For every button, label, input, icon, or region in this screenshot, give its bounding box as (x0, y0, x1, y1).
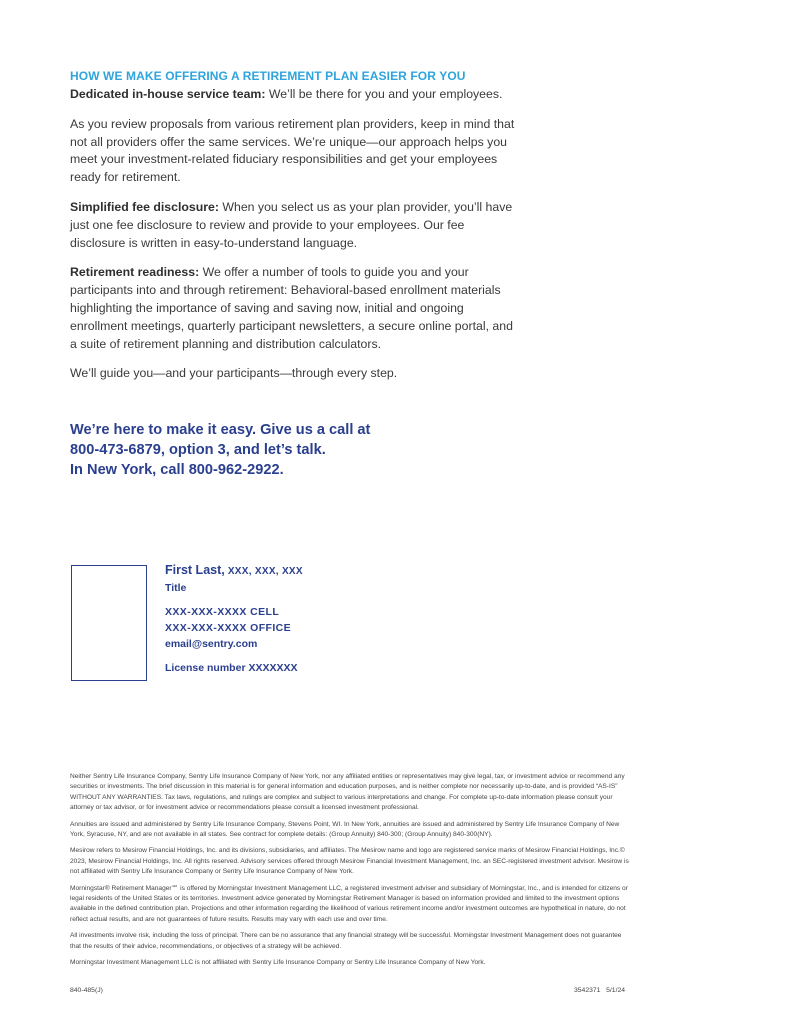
disclaimer-paragraph: Mesirow refers to Mesirow Financial Holdings, Inc. and its divisions, subsidiaries, and affiliates. The Mesirow name and logo are registered service marks of Mesirow Financial Holdings, Inc.© 2023, Mesirow Financial Holdings, Inc. All rights reserved. Advisory services offered through Mesirow Financial Investment Management, Inc. an SEC-registered investment advisor. Mesirow is not affiliated with Sentry Life Insurance Company or Sentry Life Insurance Company of New York. (70, 847, 629, 876)
cta-line-1: We’re here to make it easy. Give us a call at (70, 422, 371, 438)
fee-disclosure-label: Simplified fee disclosure: (70, 199, 219, 214)
representative-photo-placeholder (71, 565, 147, 681)
contact-license: License number XXXXXXX (165, 662, 298, 674)
call-to-action (70, 420, 400, 480)
cta-line-3: In New York, call 800-962-2922. (70, 462, 284, 478)
retirement-readiness-label: Retirement readiness: (70, 265, 200, 280)
contact-name-text: First Last, (165, 563, 225, 577)
service-team-label: Dedicated in-house service team: (70, 87, 266, 101)
disclaimer-paragraph: Neither Sentry Life Insurance Company, Sentry Life Insurance Company of New York, nor any affiliated entities or representatives may give legal, tax, or investment advice or recommend any securities or investments. The brief discussion in this material is for general information and education purposes, and is neither complete nor necessarily up-to-date, and is provided “AS-IS” WITHOUT ANY WARRANTIES. Tax laws, regulations, and rulings are complex and subject to various interpretations and change. For complete up-to-date information please consult your attorney or tax advisor, or for investment advice or recommendations please consult a licensed investment professional. (70, 773, 625, 812)
service-team-text: We’ll be there for you and your employees. (265, 87, 503, 101)
contact-block (165, 562, 303, 676)
cta-line-2: 800-473-6879, option 3, and let’s talk. (70, 442, 326, 458)
guide-paragraph: We’ll guide you—and your participants—through every step. (70, 366, 398, 381)
disclaimer-paragraph: Annuities are issued and administered by Sentry Life Insurance Company, Stevens Point, WI. In New York, annuities are issued and administered by Sentry Life Insurance Company of New York, Syracuse, NY, and are not available in all states. See contract for complete details: (Group Annuity) 840-300; (Group Annuity) 840-300(NY). (70, 820, 620, 839)
disclaimer-paragraph: All investments involve risk, including the loss of principal. There can be no assurance that any financial strategy will be successful. Morningstar Investment Management does not guarantee that the results of their advice, recommendations, or objectives of a strategy will be achieved. (70, 932, 622, 950)
retirement-readiness-paragraph (70, 264, 520, 353)
contact-designations: XXX, XXX, XXX (224, 566, 303, 577)
disclaimer-paragraph: Morningstar® Retirement Manager℠ is offered by Morningstar Investment Management LLC, a registered investment adviser and subsidiary of Morningstar, Inc., and is intended for citizens or legal residents of the United States or its territories. Investment advice generated by Morningstar Retirement Manager is based on information provided and limited to the investment options available in the defined contribution plan. Projections and other information regarding the likelihood of various retirement income and/or investment outcomes are hypothetical in nature, do not reflect actual results, and are not guarantees of future results. Results may vary with each use and over time. (70, 884, 628, 923)
proposals-paragraph: As you review proposals from various retirement plan providers, keep in mind that not all providers offer the same services. We’re unique—our approach helps you meet your investment-related fiduciary responsibilities and get your employees ready for retirement. (70, 116, 515, 185)
contact-name (165, 562, 303, 580)
document-id-date: 3542371 5/1/24 (574, 987, 626, 994)
retirement-readiness-text: We offer a number of tools to guide you and your participants into and through retirement: Behavioral-based enrollment materials highlighting the importance of saving and saving now, initial and ongoing enrollment meetings, quarterly participant newsletters, a secure online portal, and a suite of retirement planning and distribution calculators. (70, 265, 513, 351)
legal-disclaimers (70, 772, 630, 975)
service-team-paragraph (70, 86, 520, 104)
fee-disclosure-text: When you select us as your plan provider, you’ll have just one fee disclosure to review and provide to your employees. Our fee disclosure is written in easy-to-understand language. (70, 199, 513, 250)
fee-disclosure-paragraph (70, 199, 520, 252)
contact-cell-phone: XXX-XXX-XXXX CELL (165, 606, 280, 618)
contact-office-phone: XXX-XXX-XXXX OFFICE (165, 622, 292, 634)
section-heading: HOW WE MAKE OFFERING A RETIREMENT PLAN EASIER FOR YOU (70, 69, 466, 83)
contact-title: Title (165, 582, 187, 594)
form-number: 840-485(J) (70, 987, 103, 994)
disclaimer-paragraph: Morningstar Investment Management LLC is not affiliated with Sentry Life Insurance Company or Sentry Life Insurance Company of New York. (70, 959, 486, 967)
contact-email: email@sentry.com (165, 638, 258, 650)
retirement-plan-section (70, 69, 520, 395)
